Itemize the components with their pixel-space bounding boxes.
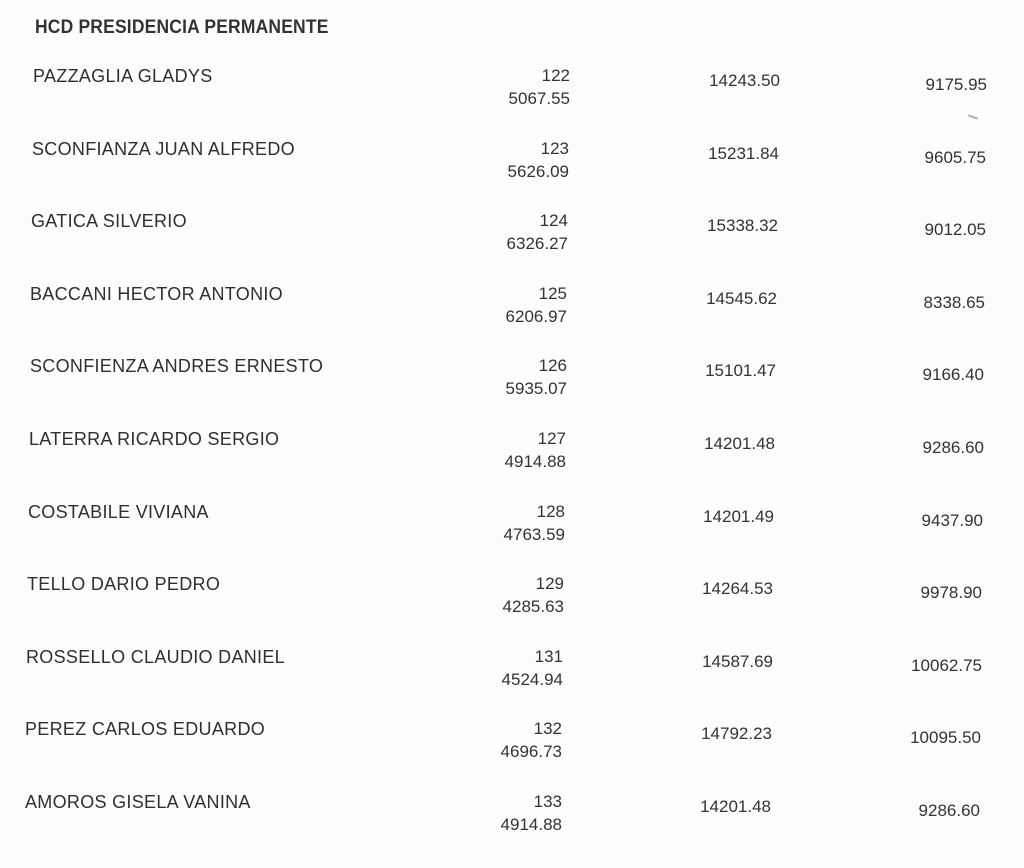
record-code: 124 [539,211,568,230]
record-code: 123 [540,139,569,158]
person-name: SCONFIANZA JUAN ALFREDO [32,139,295,159]
person-name: GATICA SILVERIO [31,211,187,231]
list-row [0,719,1024,779]
extra-amount: 4914.88 [504,452,566,471]
extra-amount: 5626.09 [507,162,569,181]
amount-column-2: 9978.90 [920,583,982,602]
record-code: 122 [541,66,570,85]
list-row [0,211,1024,271]
amount-column-2: 9286.60 [922,438,984,457]
list-row [0,139,1024,199]
list-row [0,574,1024,634]
list-row [0,429,1024,489]
person-name: TELLO DARIO PEDRO [27,574,221,594]
list-row [0,792,1024,852]
record-code: 132 [533,719,562,738]
extra-amount: 4763.59 [503,525,565,544]
amount-column-1: 14201.48 [704,434,775,453]
person-name: BACCANI HECTOR ANTONIO [30,284,283,304]
amount-column-1: 14792.23 [701,724,772,743]
person-name: COSTABILE VIVIANA [28,502,209,522]
list-row [0,502,1024,562]
list-row [0,647,1024,707]
list-row [0,66,1024,126]
extra-amount: 5935.07 [505,379,567,398]
record-code: 129 [535,574,564,593]
amount-column-1: 14264.53 [702,579,773,598]
person-name: ROSSELLO CLAUDIO DANIEL [26,647,285,667]
record-code: 128 [536,502,565,521]
amount-column-2: 9605.75 [924,148,986,167]
amount-column-1: 15101.47 [705,361,776,380]
extra-amount: 4524.94 [501,670,563,689]
amount-column-1: 14201.49 [703,507,774,526]
person-name: AMOROS GISELA VANINA [25,792,251,812]
document-heading: HCD PRESIDENCIA PERMANENTE [35,17,329,38]
amount-column-1: 14545.62 [706,289,777,308]
amount-column-2: 9012.05 [924,220,986,239]
record-code: 127 [537,429,566,448]
amount-column-1: 14201.48 [700,797,771,816]
amount-column-2: 10095.50 [910,728,981,747]
amount-column-1: 15338.32 [707,216,778,235]
record-code: 126 [538,356,567,375]
record-code: 133 [533,792,562,811]
extra-amount: 4914.88 [500,815,562,834]
extra-amount: 6206.97 [505,307,567,326]
amount-column-1: 14243.50 [709,71,780,90]
amount-column-2: 9175.95 [925,75,987,94]
record-code: 125 [538,284,567,303]
amount-column-1: 15231.84 [708,144,779,163]
amount-column-2: 10062.75 [911,656,982,675]
amount-column-2: 8338.65 [923,293,985,312]
amount-column-2: 9437.90 [921,511,983,530]
amount-column-2: 9286.60 [918,801,980,820]
person-name: PEREZ CARLOS EDUARDO [25,719,266,739]
person-name: LATERRA RICARDO SERGIO [29,429,280,449]
amount-column-2: 9166.40 [922,365,984,384]
amount-column-1: 14587.69 [702,652,773,671]
extra-amount: 4285.63 [502,597,564,616]
record-code: 131 [534,647,563,666]
extra-amount: 6326.27 [506,234,568,253]
list-row [0,284,1024,344]
extra-amount: 4696.73 [500,742,562,761]
list-row [0,356,1024,416]
person-name: PAZZAGLIA GLADYS [33,66,213,86]
extra-amount: 5067.55 [508,89,570,108]
person-name: SCONFIENZA ANDRES ERNESTO [30,356,324,376]
